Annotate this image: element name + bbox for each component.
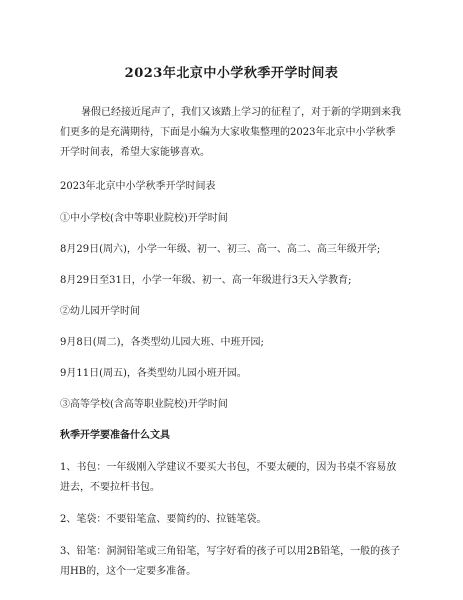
supply-item-pencil-case: 2、笔袋：不要铅笔盒、要简约的、拉链笔袋。 [60,514,267,525]
schedule-item-kindergarten-heading: ②幼儿园开学时间 [60,306,140,317]
schedule-item-school-start: 8月29日(周六)，小学一年级、初一、初三、高一、高二、高三年级开学; [60,244,381,255]
schedule-subheading: 2023年北京中小学秋季开学时间表 [60,181,216,192]
page-title: 2023年北京中小学秋季开学时间表 [124,66,339,81]
schedule-item-orientation: 8月29日至31日，小学一年级、初一、高一年级进行3天入学教育; [60,275,352,286]
schedule-item-kindergarten-senior: 9月8日(周二)，各类型幼儿园大班、中班开园; [60,337,264,348]
supply-item-pencil: 3、铅笔：洞洞铅笔或三角铅笔，写字好看的孩子可以用2B铅笔，一般的孩子用HB的，这个一定要多准备。 [60,546,401,577]
schedule-item-kindergarten-junior: 9月11日(周五)，各类型幼儿园小班开园。 [60,368,247,379]
supplies-heading: 秋季开学要准备什么文具 [60,430,170,441]
intro-paragraph: 暑假已经接近尾声了，我们又该踏上学习的征程了，对于新的学期到来我们更多的是充满期待，下面是小编为大家收集整理的2023年北京中小学秋季开学时间表，希望大家能够喜欢。 [60,107,401,158]
supply-item-backpack: 1、书包：一年级刚入学建议不要买大书包，不要太硬的，因为书桌不容易放进去，不要拉杆书包。 [60,462,397,493]
schedule-item-university-heading: ③高等学校(含高等职业院校)开学时间 [60,399,228,410]
schedule-item-school-heading: ①中小学校(含中等职业院校)开学时间 [60,213,228,224]
